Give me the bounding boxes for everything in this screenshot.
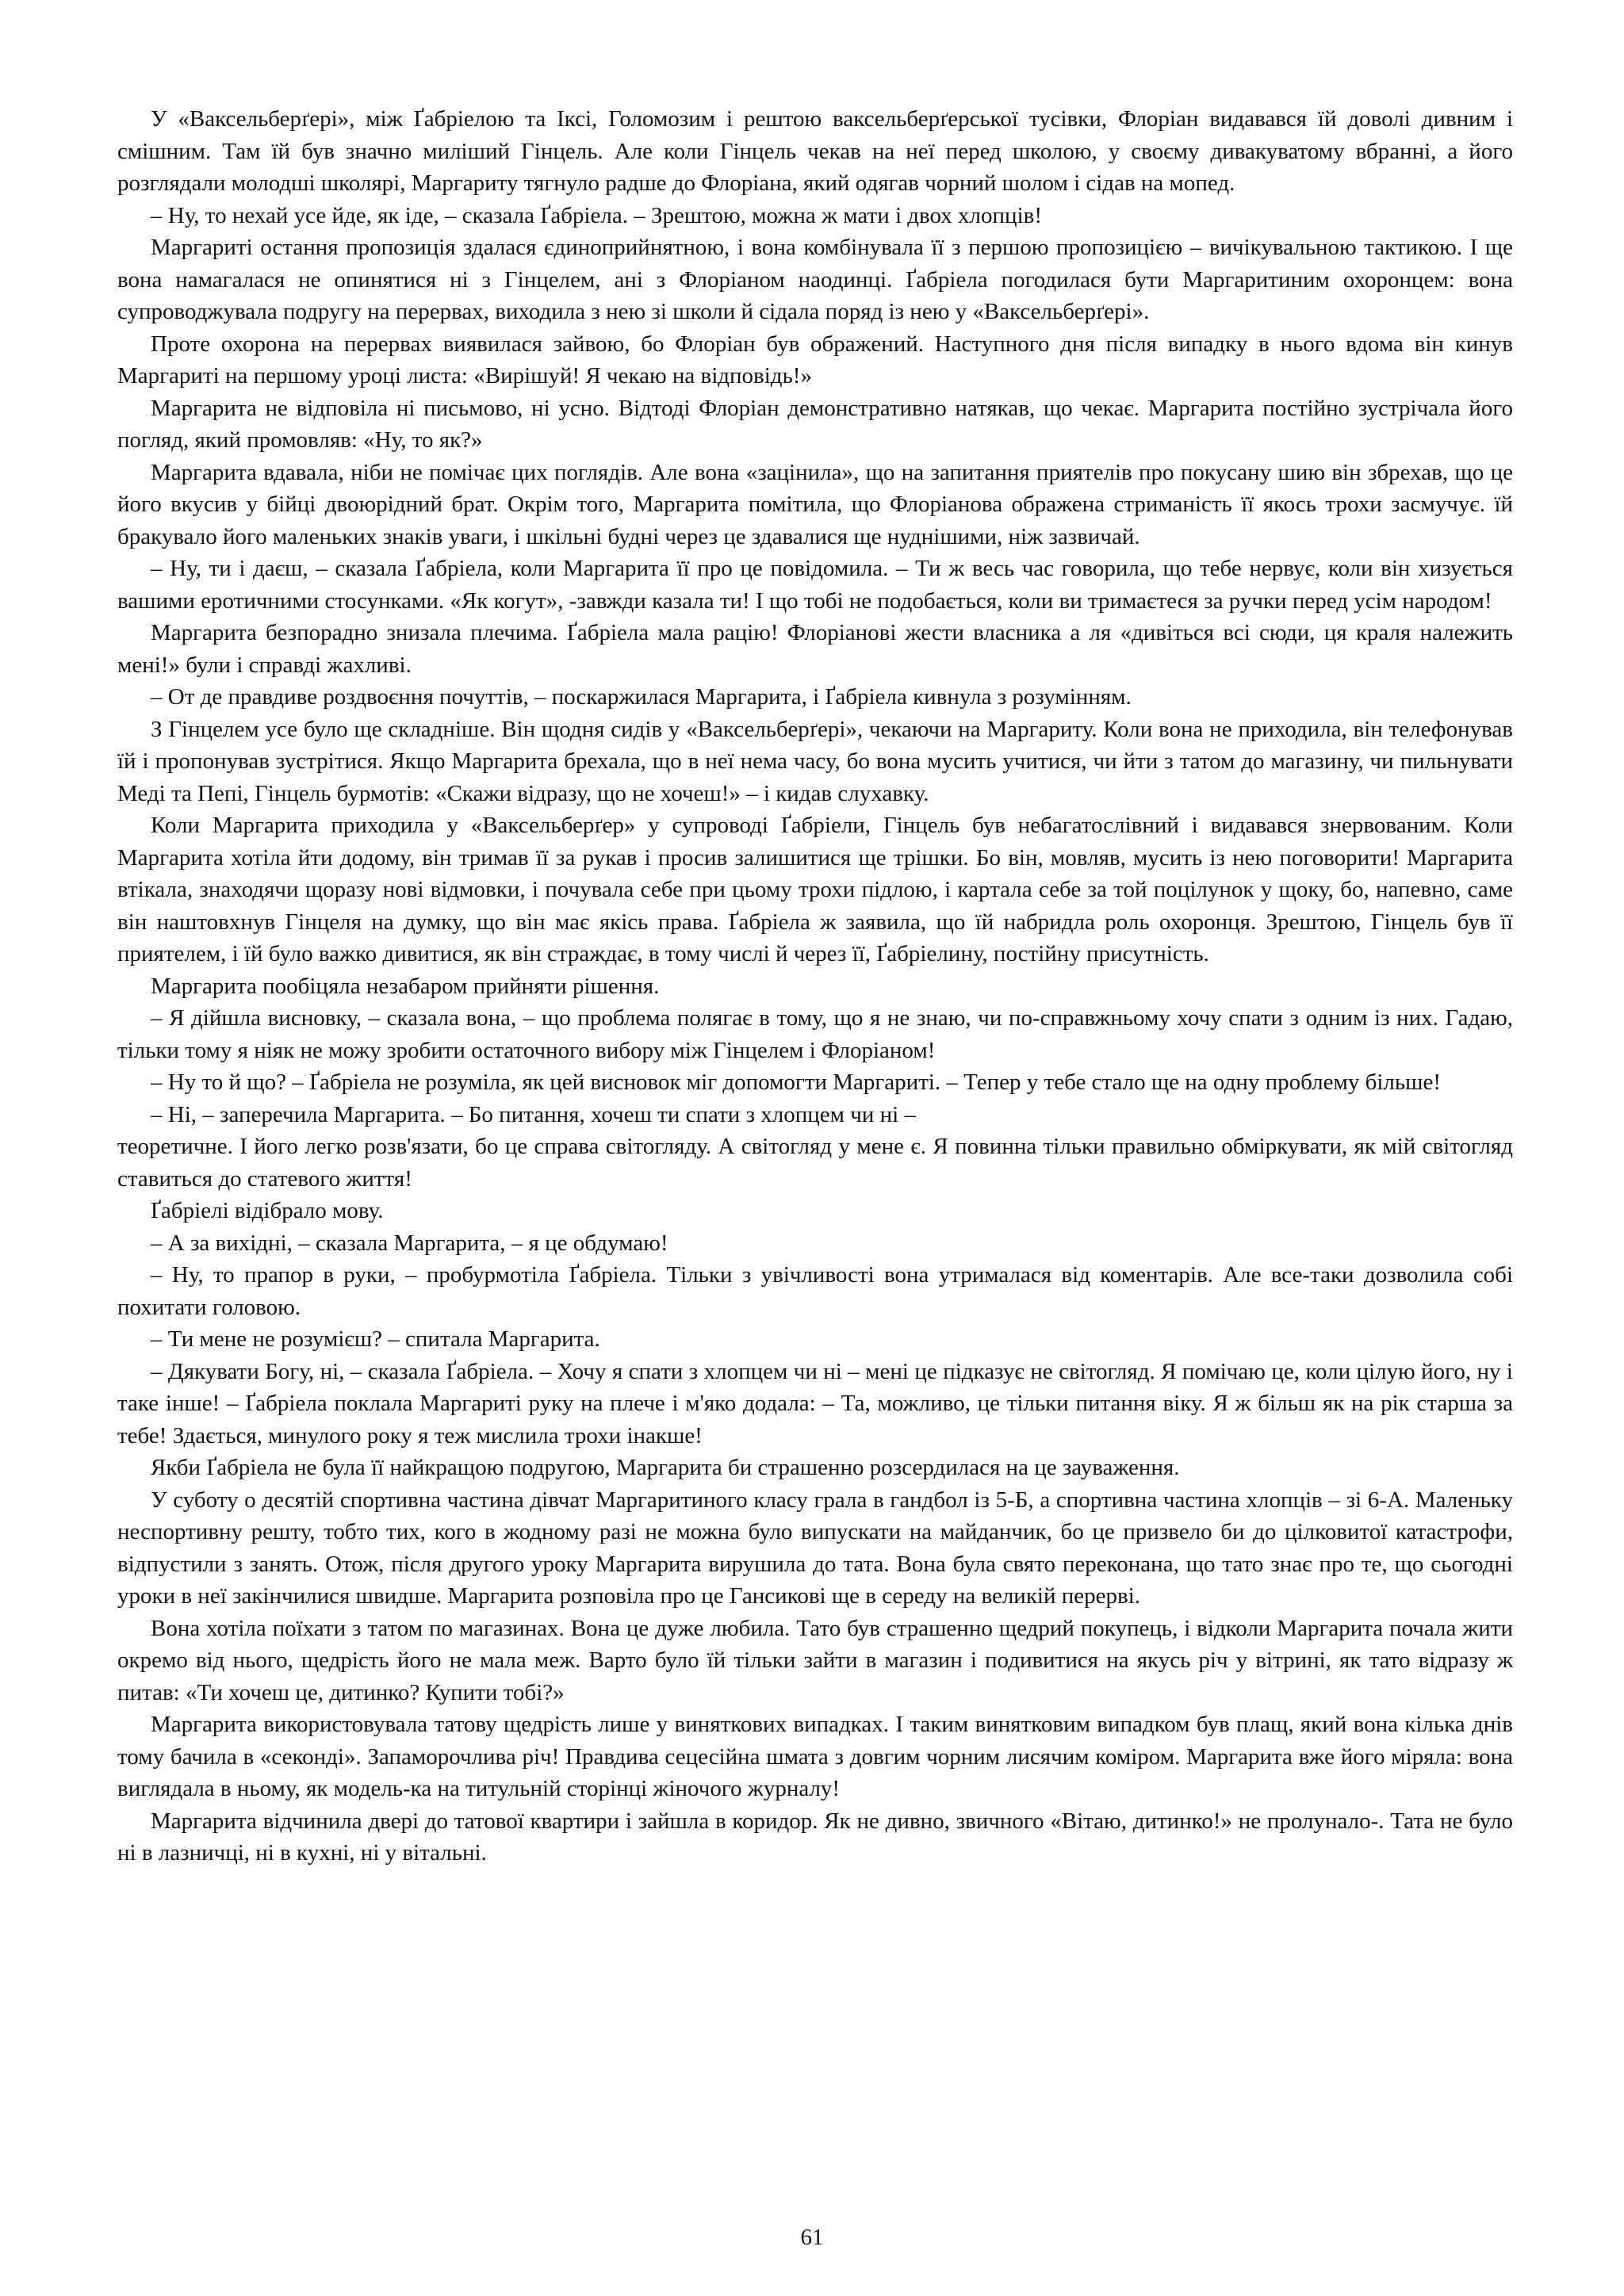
- paragraph: Маргарита безпорадно знизала плечима. Ґабріела мала рацію! Флоріанові жести власника а ля «дивіться всі сюди, ця краля належить мені!» були і справді жахливі.: [117, 620, 1513, 678]
- paragraph: – Ти мене не розумієш? – спитала Маргарита.: [151, 1326, 600, 1352]
- page-body: [117, 103, 1513, 1869]
- paragraph: Маргарита відчинила двері до татової квартири і зайшла в коридор. Як не дивно, звичного «Вітаю, дитинко!» не пролунало-. Тата не було ні в лазничці, ні в кухні, ні у вітальні.: [117, 1808, 1513, 1866]
- paragraph: Ґабріелі відібрало мову.: [151, 1198, 384, 1223]
- paragraph: – Ну, то нехай усе йде, як іде, – сказала Ґабріела. – Зрештою, можна ж мати і двох хлопців!: [151, 202, 1042, 228]
- paragraph: Маргарита не відповіла ні письмово, ні усно. Відтоді Флоріан демонстративно натякав, що чекає. Маргарита постійно зустрічала його погляд, який промовляв: «Ну, то як?»: [117, 395, 1513, 453]
- paragraph: – Ні, – заперечила Маргарита. – Бо питання, хочеш ти спати з хлопцем чи ні –: [151, 1101, 916, 1127]
- paragraph: Маргарита вдавала, ніби не помічає цих поглядів. Але вона «зацінила», що на запитання приятелів про покусану шию він збрехав, що це його вкусив у бійці двоюрідний брат. Окрім того, Маргарита помітила, що Флоріанова ображена стриманість її якось трохи засмучує. їй бракувало його маленьких знаків уваги, і шкільні будні через це здавалися ще нуднішими, ніж зазвичай.: [117, 459, 1513, 549]
- paragraph-continuation: теоретичне. І його легко розв'язати, бо це справа світогляду. А світогляд у мене є. Я повинна тільки правильно обміркувати, як мій світогляд ставиться до статевого життя!: [117, 1134, 1513, 1192]
- paragraph: – Ну, ти і даєш, – сказала Ґабріела, коли Маргарита її про це повідомила. – Ти ж весь час говорила, що тебе нервує, коли він хизується вашими еротичними стосунками. «Як когут», -завжди казала ти! І що тобі не подобається, коли ви тримаєтеся за ручки перед усім народом!: [117, 556, 1513, 614]
- paragraph: Якби Ґабріела не була її найкращою подругою, Маргарита би страшенно розсердилася на це зауваження.: [151, 1455, 1180, 1480]
- paragraph: З Гінцелем усе було ще складніше. Він щодня сидів у «Ваксельберґері», чекаючи на Маргариту. Коли вона не приходила, він телефонував їй і пропонував зустрітися. Якщо Маргарита брехала, що в неї нема часу, бо вона мусить учитися, чи йти з татом до магазину, чи пильнувати Меді та Пепі, Гінцель бурмотів: «Скажи відразу, що не хочеш!» – і кидав слухавку.: [117, 716, 1513, 806]
- paragraph: – Я дійшла висновку, – сказала вона, – що проблема полягає в тому, що я не знаю, чи по-справжньому хочу спати з одним із них. Гадаю, тільки тому я ніяк не можу зробити остаточного вибору між Гінцелем і Флоріаном!: [117, 1005, 1513, 1063]
- paragraph: Маргарита використовувала татову щедрість лише у виняткових випадках. І таким винятковим випадком був плащ, який вона кілька днів тому бачила в «секонді». Запаморочлива річ! Правдива сецесійна шмата з довгим чорним лисячим коміром. Маргарита вже його міряла: вона виглядала в ньому, як модель-ка на титульній сторінці жіночого журналу!: [117, 1712, 1513, 1801]
- paragraph: Маргариті остання пропозиція здалася єдиноприйнятною, і вона комбінувала її з першою пропозицією – вичікувальною тактикою. І ще вона намагалася не опинятися ні з Гінцелем, ані з Флоріаном наодинці. Ґабріела погодилася бути Маргаритиним охоронцем: вона супроводжувала подругу на перервах, виходила з нею зі школи й сідала поряд із нею у «Ваксельберґері».: [117, 235, 1513, 324]
- paragraph: – А за вихідні, – сказала Маргарита, – я це обдумаю!: [151, 1230, 668, 1256]
- paragraph: – Ну то й що? – Ґабріела не розуміла, як цей висновок міг допомогти Маргариті. – Тепер у тебе стало ще на одну проблему більше!: [151, 1070, 1441, 1095]
- page-number: 61: [800, 2225, 824, 2250]
- paragraph: У суботу о десятій спортивна частина дівчат Маргаритиного класу грала в гандбол із 5-Б, а спортивна частина хлопців – зі 6-А. Маленьку неспортивну решту, тобто тих, кого в жодному разі не можна було випускати на майданчик, бо це призвело би до цілковитої катастрофи, відпустили з занять. Отож, після другого уроку Маргарита вирушила до тата. Вона була свято переконана, що тато знає про те, що сьогодні уроки в неї закінчилися швидше. Маргарита розповіла про це Гансикові ще в середу на великій перерві.: [117, 1487, 1513, 1609]
- paragraph: – От де правдиве роздвоєння почуттів, – поскаржилася Маргарита, і Ґабріела кивнула з розумінням.: [151, 684, 1132, 710]
- paragraph: Проте охорона на перервах виявилася зайвою, бо Флоріан був ображений. Наступного дня після випадку в нього вдома він кинув Маргариті на першому уроці листа: «Вирішуй! Я чекаю на відповідь!»: [117, 331, 1513, 388]
- paragraph: Маргарита пообіцяла незабаром прийняти рішення.: [151, 973, 660, 999]
- paragraph: – Ну, то прапор в руки, – пробурмотіла Ґабріела. Тільки з увічливості вона утрималася від коментарів. Але все-таки дозволила собі похитати головою.: [117, 1262, 1513, 1320]
- paragraph: У «Ваксельберґері», між Ґабріелою та Іксі, Голомозим і рештою ваксельберґерської тусівки, Флоріан видавався їй доволі дивним і смішним. Там їй був значно миліший Гінцель. Але коли Гінцель чекав на неї перед школою, у своєму дивакуватому вбранні, а його розглядали молодші школярі, Маргариту тягнуло радше до Флоріана, який одягав чорний шолом і сідав на мопед.: [117, 106, 1513, 196]
- paragraph: Коли Маргарита приходила у «Ваксельберґер» у супроводі Ґабріели, Гінцель був небагатослівний і видавався знервованим. Коли Маргарита хотіла йти додому, він тримав її за рукав і просив залишитися ще трішки. Бо він, мовляв, мусить із нею поговорити! Маргарита втікала, знаходячи щоразу нові відмовки, і почувала себе при цьому трохи підлою, і картала себе за той поцілунок у щоку, бо, напевно, саме він наштовхнув Гінцеля на думку, що він має якісь права. Ґабріела ж заявила, що їй набридла роль охоронця. Зрештою, Гінцель був її приятелем, і їй було важко дивитися, як він страждає, в тому числі й через її, Ґабріелину, постійну присутність.: [117, 813, 1513, 966]
- paragraph: Вона хотіла поїхати з татом по магазинах. Вона це дуже любила. Тато був страшенно щедрий покупець, і відколи Маргарита почала жити окремо від нього, щедрість його не мала меж. Варто було їй тільки зайти в магазин і подивитися на якусь річ у вітрині, як тато відразу ж питав: «Ти хочеш це, дитинко? Купити тобі?»: [117, 1615, 1513, 1705]
- paragraph: – Дякувати Богу, ні, – сказала Ґабріела. – Хочу я спати з хлопцем чи ні – мені це підказує не світогляд. Я помічаю це, коли цілую його, ну і таке інше! – Ґабріела поклала Маргариті руку на плече і м'яко додала: – Та, можливо, це тільки питання віку. Я ж більш як на рік старша за тебе! Здається, минулого року я теж мислила трохи інакше!: [117, 1358, 1513, 1448]
